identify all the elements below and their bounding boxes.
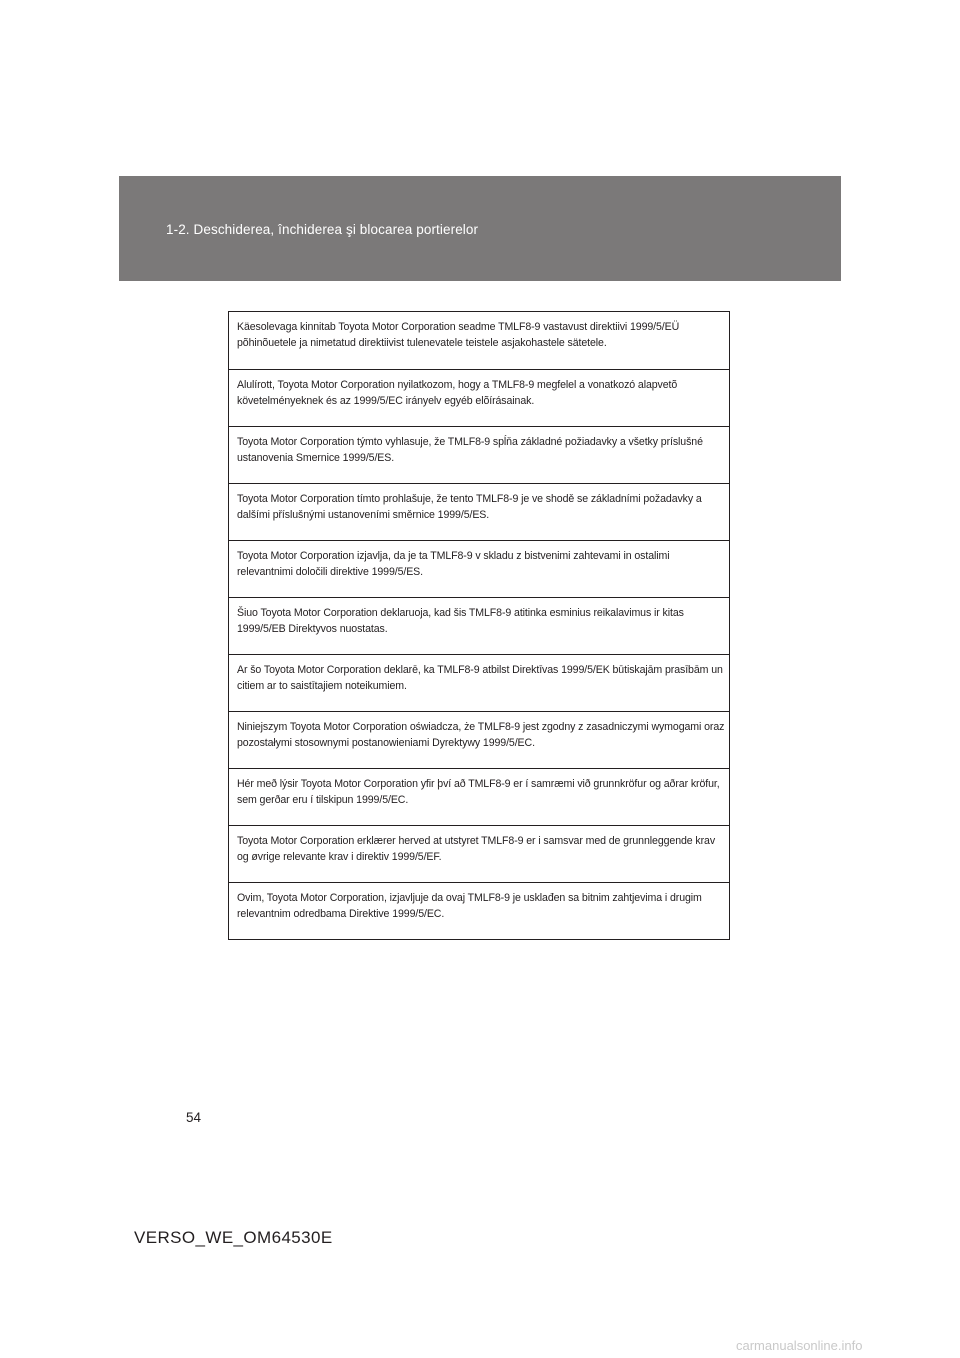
declaration-slovenian: Toyota Motor Corporation izjavlja, da je ta TMLF8-9 v skladu z bistvenimi zahtevami in ostalimi relevantnimi določili direktive 1999/5/ES. bbox=[229, 541, 729, 598]
declaration-croatian: Ovim, Toyota Motor Corporation, izjavljuje da ovaj TMLF8-9 je usklađen sa bitnim zahtjevima i drugim relevantnim odredbama Direktive 1999/5/EC. bbox=[237, 892, 702, 920]
document-code: VERSO_WE_OM64530E bbox=[134, 1228, 333, 1247]
declarations-table bbox=[228, 311, 730, 940]
watermark: carmanualsonline.info bbox=[736, 1338, 863, 1353]
declaration-slovak: Toyota Motor Corporation týmto vyhlasuje, že TMLF8-9 spĺňa základné požiadavky a všetky príslušné ustanovenia Smernice 1999/5/ES. bbox=[229, 427, 729, 484]
declaration-norwegian: Toyota Motor Corporation erklærer herved at utstyret TMLF8-9 er i samsvar med de grunnleggende krav og øvrige relevante krav i direktiv 1999/5/EF. bbox=[229, 826, 729, 883]
declaration-czech: Toyota Motor Corporation tímto prohlašuje, že tento TMLF8-9 je ve shodě se základními požadavky a dalšími příslušnými ustanoveními směrnice 1999/5/ES. bbox=[229, 484, 729, 541]
declaration-hungarian: Alulírott, Toyota Motor Corporation nyilatkozom, hogy a TMLF8-9 megfelel a vonatkozó alapvetõ követelményeknek és az 1999/5/EC irányelv egyéb elõírásainak. bbox=[229, 370, 729, 427]
declaration-estonian: Käesolevaga kinnitab Toyota Motor Corporation seadme TMLF8-9 vastavust direktiivi 1999/5/EÜ põhinõuetele ja nimetatud direktiivist tulenevatele teistele asjakohastele sätetele. bbox=[229, 312, 729, 370]
declaration-polish: Niniejszym Toyota Motor Corporation oświadcza, że TMLF8-9 jest zgodny z zasadniczymi wymogami oraz pozostałymi stosownymi postanowieniami Dyrektywy 1999/5/EC. bbox=[229, 712, 729, 769]
declaration-latvian: Ar šo Toyota Motor Corporation deklarē, ka TMLF8-9 atbilst Direktīvas 1999/5/EK būtiskajām prasībām un citiem ar to saistītajiem noteikumiem. bbox=[229, 655, 729, 712]
page-number: 54 bbox=[186, 1110, 202, 1125]
declaration-lithuanian: Šiuo Toyota Motor Corporation deklaruoja, kad šis TMLF8-9 atitinka esminius reikalavimus ir kitas 1999/5/EB Direktyvos nuostatas. bbox=[229, 598, 729, 655]
section-header-band bbox=[119, 176, 841, 281]
declaration-icelandic: Hér með lýsir Toyota Motor Corporation yfir því að TMLF8-9 er í samræmi við grunnkröfur og aðrar kröfur, sem gerðar eru í tilskipun 1999/5/EC. bbox=[229, 769, 729, 826]
section-title: 1-2. Deschiderea, închiderea şi blocarea portierelor bbox=[166, 222, 479, 237]
